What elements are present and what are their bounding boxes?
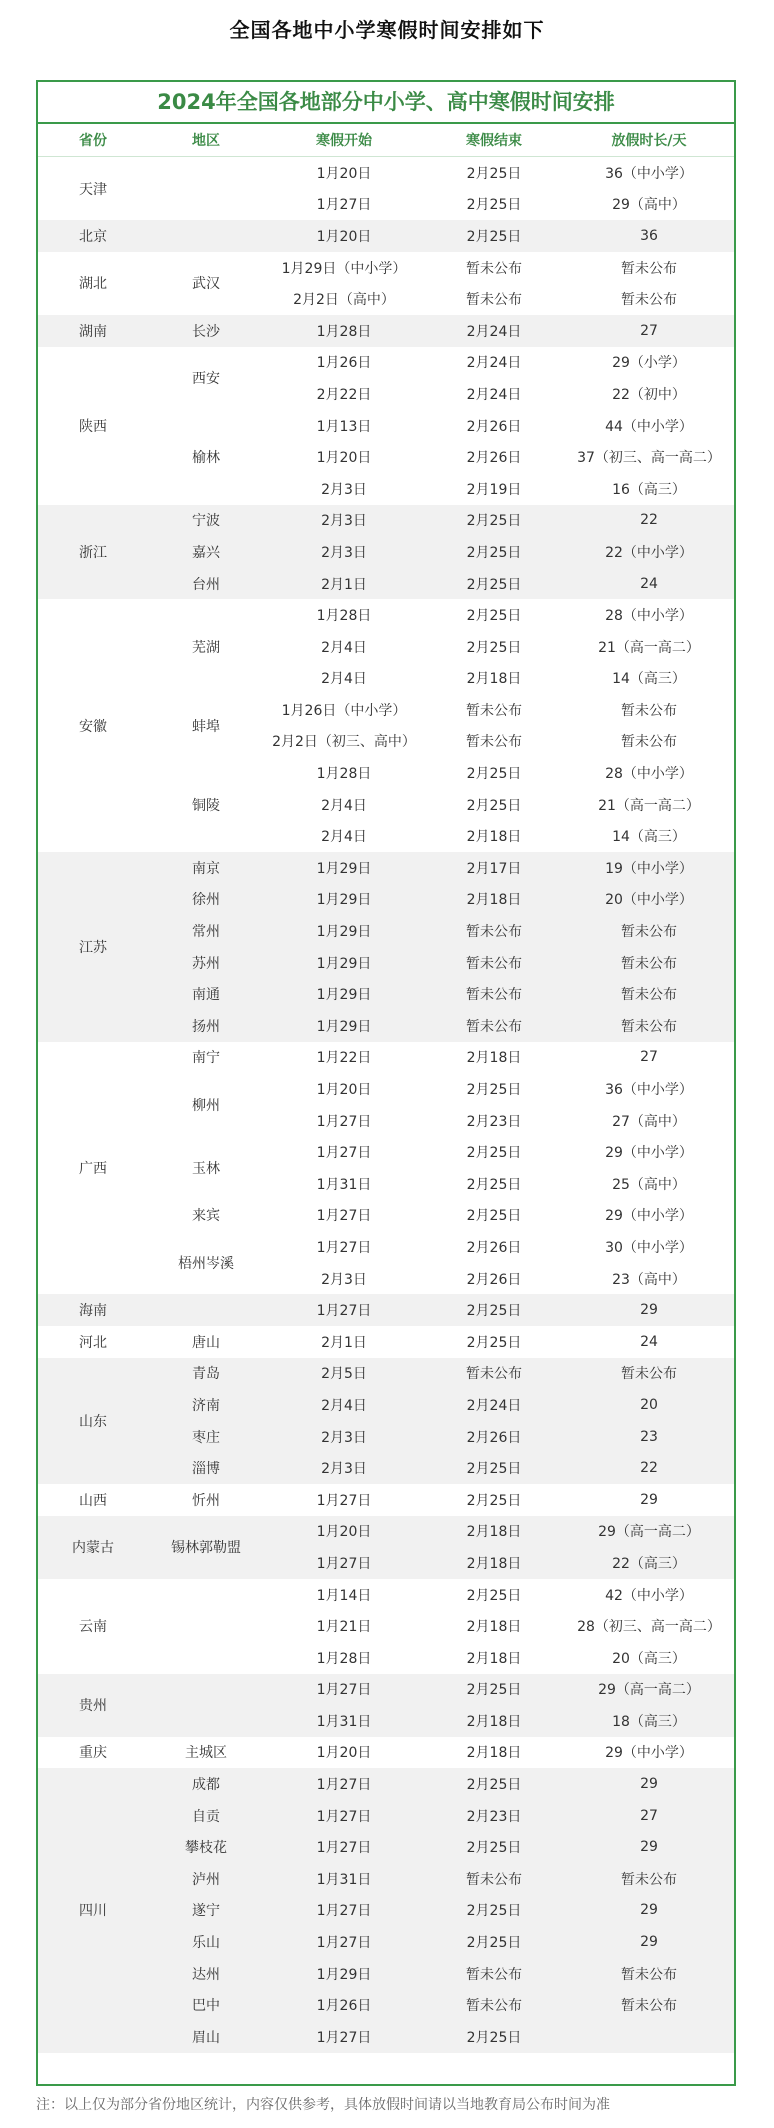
end-date-cell: 2月25日: [466, 766, 522, 783]
region-cell: 徐州: [192, 892, 220, 909]
end-date-cell: 2月25日: [466, 1777, 522, 1794]
region-cell: 眉山: [192, 2029, 220, 2046]
end-date-cell: 2月18日: [466, 1650, 522, 1667]
region-cell: 玉林: [192, 1161, 220, 1178]
start-date-cell: 1月29日: [316, 1966, 372, 1983]
holiday-table: [36, 80, 736, 2086]
end-date-cell: 2月17日: [466, 860, 522, 877]
end-date-cell: 暂未公布: [466, 955, 522, 972]
start-date-cell: 1月27日: [316, 1555, 372, 1572]
duration-cell: 29（高中）: [612, 197, 686, 214]
header-province: 省份: [79, 133, 107, 149]
duration-cell: 23: [640, 1428, 658, 1445]
end-date-cell: 2月25日: [466, 165, 522, 182]
province-group: [38, 1358, 734, 1484]
duration-cell: 29: [640, 1491, 658, 1508]
region-cell: 成都: [192, 1777, 220, 1794]
start-date-cell: 1月28日: [316, 323, 372, 340]
end-date-cell: 2月25日: [466, 2029, 522, 2046]
end-date-cell: 2月25日: [466, 1176, 522, 1193]
province-cell: 海南: [79, 1303, 107, 1320]
start-date-cell: 1月27日: [316, 197, 372, 214]
duration-cell: 暂未公布: [621, 1366, 677, 1383]
duration-cell: 暂未公布: [621, 1018, 677, 1035]
duration-cell: 30（中小学）: [605, 1239, 693, 1256]
province-cell: 四川: [79, 1903, 107, 1920]
region-cell: 忻州: [192, 1492, 220, 1509]
region-cell: 蚌埠: [192, 718, 220, 735]
region-cell: 自贡: [192, 1808, 220, 1825]
end-date-cell: 2月25日: [466, 1935, 522, 1952]
end-date-cell: 暂未公布: [466, 1018, 522, 1035]
region-cell: 南宁: [192, 1050, 220, 1067]
end-date-cell: 2月23日: [466, 1808, 522, 1825]
province-group: [38, 505, 734, 600]
duration-cell: 18（高三）: [612, 1713, 686, 1730]
duration-cell: 19（中小学）: [605, 860, 693, 877]
end-date-cell: 2月25日: [466, 1587, 522, 1604]
start-date-cell: 1月28日: [316, 608, 372, 625]
end-date-cell: 2月25日: [466, 544, 522, 561]
end-date-cell: 2月18日: [466, 1524, 522, 1541]
page-heading: 全国各地中小学寒假时间安排如下: [229, 18, 545, 42]
duration-cell: 28（中小学）: [605, 608, 693, 625]
start-date-cell: 1月29日: [316, 987, 372, 1004]
start-date-cell: 1月29日: [316, 955, 372, 972]
end-date-cell: 2月25日: [466, 1303, 522, 1320]
start-date-cell: 2月3日: [321, 1271, 367, 1288]
duration-cell: 暂未公布: [621, 1871, 677, 1888]
region-cell: 榆林: [192, 450, 220, 467]
header-end: 寒假结束: [466, 133, 522, 149]
region-cell: 西安: [192, 371, 220, 388]
duration-cell: 29（小学）: [612, 355, 686, 372]
end-date-cell: 2月25日: [466, 1461, 522, 1478]
start-date-cell: 2月4日: [321, 671, 367, 688]
table-body: [38, 157, 734, 2053]
start-date-cell: 1月27日: [316, 1777, 372, 1794]
start-date-cell: 2月3日: [321, 1429, 367, 1446]
province-cell: 广西: [79, 1161, 107, 1177]
province-cell: 江苏: [79, 939, 107, 956]
end-date-cell: 暂未公布: [466, 260, 522, 277]
start-date-cell: 1月27日: [316, 1239, 372, 1256]
region-cell: 苏州: [192, 955, 220, 972]
region-cell: 武汉: [192, 276, 220, 293]
province-cell: 陕西: [79, 418, 107, 435]
start-date-cell: 2月4日: [321, 1397, 367, 1414]
region-cell: 唐山: [192, 1334, 220, 1351]
end-date-cell: 2月24日: [466, 1397, 522, 1414]
duration-cell: 24: [640, 1333, 658, 1350]
region-cell: 南通: [192, 987, 220, 1004]
duration-cell: 22（高三）: [612, 1555, 686, 1572]
start-date-cell: 1月20日: [316, 165, 372, 182]
region-cell: 主城区: [185, 1745, 227, 1762]
start-date-cell: 1月21日: [316, 1619, 372, 1636]
start-date-cell: 1月26日（中小学）: [281, 702, 407, 719]
duration-cell: 28（中小学）: [605, 766, 693, 783]
region-cell: 柳州: [192, 1097, 220, 1114]
duration-cell: 暂未公布: [621, 260, 677, 277]
province-group: [38, 1768, 734, 2052]
start-date-cell: 1月31日: [316, 1176, 372, 1193]
end-date-cell: 2月25日: [466, 228, 522, 245]
duration-cell: 20（中小学）: [605, 892, 693, 909]
duration-cell: 20（高三）: [612, 1650, 686, 1667]
end-date-cell: 2月26日: [466, 450, 522, 467]
region-cell: 扬州: [192, 1018, 220, 1035]
region-cell: 泸州: [192, 1871, 220, 1888]
region-cell: 锡林郭勒盟: [171, 1540, 241, 1557]
duration-cell: 29（高一高二）: [598, 1682, 700, 1699]
end-date-cell: 2月24日: [466, 386, 522, 403]
region-cell: 巴中: [192, 1998, 220, 2015]
end-date-cell: 暂未公布: [466, 292, 522, 309]
duration-cell: 27: [640, 1049, 658, 1066]
region-cell: 淄博: [192, 1461, 220, 1478]
province-cell: 河北: [79, 1334, 107, 1351]
duration-cell: 29: [640, 1934, 658, 1951]
duration-cell: 暂未公布: [621, 1966, 677, 1983]
region-cell: 南京: [192, 860, 220, 877]
end-date-cell: 2月25日: [466, 797, 522, 814]
end-date-cell: 2月26日: [466, 1239, 522, 1256]
start-date-cell: 1月31日: [316, 1713, 372, 1730]
duration-cell: 暂未公布: [621, 702, 677, 719]
duration-cell: 22（中小学）: [605, 544, 693, 561]
province-cell: 山东: [79, 1413, 107, 1430]
start-date-cell: 1月20日: [316, 1082, 372, 1099]
province-cell: 浙江: [79, 544, 107, 561]
region-cell: 台州: [192, 576, 220, 593]
end-date-cell: 暂未公布: [466, 734, 522, 751]
end-date-cell: 暂未公布: [466, 1871, 522, 1888]
province-group: [38, 1042, 734, 1295]
end-date-cell: 暂未公布: [466, 1366, 522, 1383]
end-date-cell: 2月25日: [466, 1145, 522, 1162]
start-date-cell: 1月27日: [316, 1492, 372, 1509]
duration-cell: 25（高中）: [612, 1176, 686, 1193]
duration-cell: 29: [640, 1302, 658, 1319]
start-date-cell: 1月22日: [316, 1050, 372, 1067]
duration-cell: 暂未公布: [621, 1998, 677, 2015]
province-group: [38, 1674, 734, 1737]
end-date-cell: 2月18日: [466, 671, 522, 688]
region-cell: 乐山: [192, 1935, 220, 1952]
end-date-cell: 2月25日: [466, 513, 522, 530]
start-date-cell: 1月26日: [316, 355, 372, 372]
end-date-cell: 2月25日: [466, 1208, 522, 1225]
start-date-cell: 1月31日: [316, 1871, 372, 1888]
province-group: [38, 347, 734, 505]
start-date-cell: 2月4日: [321, 797, 367, 814]
start-date-cell: 1月20日: [316, 1524, 372, 1541]
start-date-cell: 1月14日: [316, 1587, 372, 1604]
province-cell: 安徽: [79, 718, 107, 735]
duration-cell: 21（高一高二）: [598, 639, 700, 656]
duration-cell: 29（中小学）: [605, 1208, 693, 1225]
province-cell: 湖北: [79, 276, 107, 293]
end-date-cell: 2月26日: [466, 418, 522, 435]
duration-cell: 22（初中）: [612, 386, 686, 403]
province-cell: 北京: [79, 228, 107, 245]
duration-cell: 14（高三）: [612, 829, 686, 846]
region-cell: 常州: [192, 924, 220, 941]
duration-cell: 29（中小学）: [605, 1145, 693, 1162]
start-date-cell: 1月27日: [316, 1113, 372, 1130]
start-date-cell: 1月29日: [316, 1018, 372, 1035]
region-cell: 铜陵: [192, 797, 220, 814]
end-date-cell: 2月19日: [466, 481, 522, 498]
end-date-cell: 2月26日: [466, 1429, 522, 1446]
start-date-cell: 1月20日: [316, 1745, 372, 1762]
end-date-cell: 2月18日: [466, 1713, 522, 1730]
end-date-cell: 2月25日: [466, 608, 522, 625]
duration-cell: 37（初三、高一高二）: [577, 450, 721, 467]
duration-cell: 暂未公布: [621, 987, 677, 1004]
header-region: 地区: [192, 133, 220, 149]
province-group: [38, 1737, 734, 1769]
duration-cell: 36（中小学）: [605, 1082, 693, 1099]
province-group: [38, 315, 734, 347]
province-group: [38, 1579, 734, 1674]
province-group: [38, 1326, 734, 1358]
region-cell: 芜湖: [192, 639, 220, 656]
duration-cell: 29（中小学）: [605, 1745, 693, 1762]
region-cell: 宁波: [192, 513, 220, 530]
end-date-cell: 2月25日: [466, 1334, 522, 1351]
province-cell: 湖南: [79, 323, 107, 340]
end-date-cell: 2月25日: [466, 639, 522, 656]
end-date-cell: 2月25日: [466, 1492, 522, 1509]
end-date-cell: 2月25日: [466, 197, 522, 214]
start-date-cell: 1月27日: [316, 2029, 372, 2046]
region-cell: 梧州岑溪: [178, 1255, 234, 1272]
start-date-cell: 1月27日: [316, 1903, 372, 1920]
start-date-cell: 1月29日: [316, 924, 372, 941]
duration-cell: 29: [640, 1902, 658, 1919]
start-date-cell: 2月4日: [321, 829, 367, 846]
end-date-cell: 2月18日: [466, 892, 522, 909]
end-date-cell: 2月25日: [466, 1682, 522, 1699]
column-header-row: [38, 124, 734, 157]
start-date-cell: 1月29日（中小学）: [281, 260, 407, 277]
province-cell: 天津: [79, 181, 107, 198]
region-cell: 达州: [192, 1966, 220, 1983]
start-date-cell: 2月3日: [321, 544, 367, 561]
start-date-cell: 2月2日（高中）: [293, 292, 395, 309]
duration-cell: 27（高中）: [612, 1113, 686, 1130]
province-group: [38, 252, 734, 315]
end-date-cell: 2月25日: [466, 1840, 522, 1857]
start-date-cell: 1月27日: [316, 1808, 372, 1825]
duration-cell: 29: [640, 1776, 658, 1793]
end-date-cell: 2月18日: [466, 829, 522, 846]
start-date-cell: 1月27日: [316, 1682, 372, 1699]
start-date-cell: 2月5日: [321, 1366, 367, 1383]
province-group: [38, 220, 734, 252]
region-cell: 长沙: [192, 323, 220, 340]
duration-cell: 暂未公布: [621, 955, 677, 972]
duration-cell: 23（高中）: [612, 1271, 686, 1288]
duration-cell: 24: [640, 575, 658, 592]
duration-cell: 暂未公布: [621, 292, 677, 309]
duration-cell: 22: [640, 512, 658, 529]
duration-cell: 暂未公布: [621, 734, 677, 751]
duration-cell: 14（高三）: [612, 671, 686, 688]
start-date-cell: 1月13日: [316, 418, 372, 435]
region-cell: 攀枝花: [185, 1840, 227, 1857]
duration-cell: 22: [640, 1460, 658, 1477]
province-group: [38, 1294, 734, 1326]
duration-cell: 27: [640, 1807, 658, 1824]
province-group: [38, 1484, 734, 1516]
duration-cell: 36（中小学）: [605, 165, 693, 182]
duration-cell: 29: [640, 1839, 658, 1856]
end-date-cell: 2月18日: [466, 1555, 522, 1572]
start-date-cell: 1月29日: [316, 892, 372, 909]
start-date-cell: 1月20日: [316, 228, 372, 245]
region-cell: 青岛: [192, 1366, 220, 1383]
duration-cell: 42（中小学）: [605, 1587, 693, 1604]
end-date-cell: 暂未公布: [466, 924, 522, 941]
end-date-cell: 2月18日: [466, 1619, 522, 1636]
end-date-cell: 2月18日: [466, 1050, 522, 1067]
province-cell: 重庆: [79, 1745, 107, 1762]
region-cell: 枣庄: [192, 1429, 220, 1446]
start-date-cell: 2月4日: [321, 639, 367, 656]
province-group: [38, 157, 734, 220]
start-date-cell: 1月26日: [316, 1998, 372, 2015]
end-date-cell: 暂未公布: [466, 702, 522, 719]
duration-cell: 暂未公布: [621, 924, 677, 941]
duration-cell: 29（高一高二）: [598, 1524, 700, 1541]
end-date-cell: 暂未公布: [466, 1966, 522, 1983]
start-date-cell: 2月3日: [321, 481, 367, 498]
start-date-cell: 1月27日: [316, 1840, 372, 1857]
end-date-cell: 暂未公布: [466, 1998, 522, 2015]
duration-cell: 44（中小学）: [605, 418, 693, 435]
end-date-cell: 2月26日: [466, 1271, 522, 1288]
region-cell: 嘉兴: [192, 544, 220, 561]
province-group: [38, 1516, 734, 1579]
start-date-cell: 1月27日: [316, 1935, 372, 1952]
footnote: 注：以上仅为部分省份地区统计，内容仅供参考，具体放假时间请以当地教育局公布时间为准: [36, 2097, 610, 2113]
region-cell: 济南: [192, 1397, 220, 1414]
province-cell: 内蒙古: [72, 1540, 114, 1557]
end-date-cell: 2月24日: [466, 355, 522, 372]
province-group: [38, 852, 734, 1042]
start-date-cell: 1月20日: [316, 450, 372, 467]
header-start: 寒假开始: [316, 133, 372, 149]
province-cell: 贵州: [79, 1698, 107, 1715]
duration-cell: 21（高一高二）: [598, 797, 700, 814]
end-date-cell: 2月25日: [466, 576, 522, 593]
start-date-cell: 1月28日: [316, 766, 372, 783]
duration-cell: 16（高三）: [612, 481, 686, 498]
start-date-cell: 1月28日: [316, 1650, 372, 1667]
start-date-cell: 1月27日: [316, 1145, 372, 1162]
start-date-cell: 1月27日: [316, 1208, 372, 1225]
province-cell: 云南: [79, 1619, 107, 1636]
province-group: [38, 599, 734, 852]
end-date-cell: 2月23日: [466, 1113, 522, 1130]
duration-cell: 20: [640, 1396, 658, 1413]
duration-cell: 36: [640, 227, 658, 244]
duration-cell: 28（初三、高一高二）: [577, 1619, 721, 1636]
start-date-cell: 2月22日: [316, 386, 372, 403]
header-duration: 放假时长/天: [611, 133, 687, 149]
duration-cell: 27: [640, 322, 658, 339]
start-date-cell: 2月1日: [321, 576, 367, 593]
table-title: 2024年全国各地部分中小学、高中寒假时间安排: [38, 82, 734, 124]
region-cell: 遂宁: [192, 1903, 220, 1920]
start-date-cell: 2月2日（初三、高中）: [272, 734, 416, 751]
end-date-cell: 2月18日: [466, 1745, 522, 1762]
end-date-cell: 2月24日: [466, 323, 522, 340]
end-date-cell: 2月25日: [466, 1082, 522, 1099]
start-date-cell: 1月29日: [316, 860, 372, 877]
end-date-cell: 2月25日: [466, 1903, 522, 1920]
province-cell: 山西: [79, 1492, 107, 1509]
start-date-cell: 2月3日: [321, 513, 367, 530]
start-date-cell: 1月27日: [316, 1303, 372, 1320]
start-date-cell: 2月1日: [321, 1334, 367, 1351]
end-date-cell: 暂未公布: [466, 987, 522, 1004]
region-cell: 来宾: [192, 1208, 220, 1225]
start-date-cell: 2月3日: [321, 1461, 367, 1478]
